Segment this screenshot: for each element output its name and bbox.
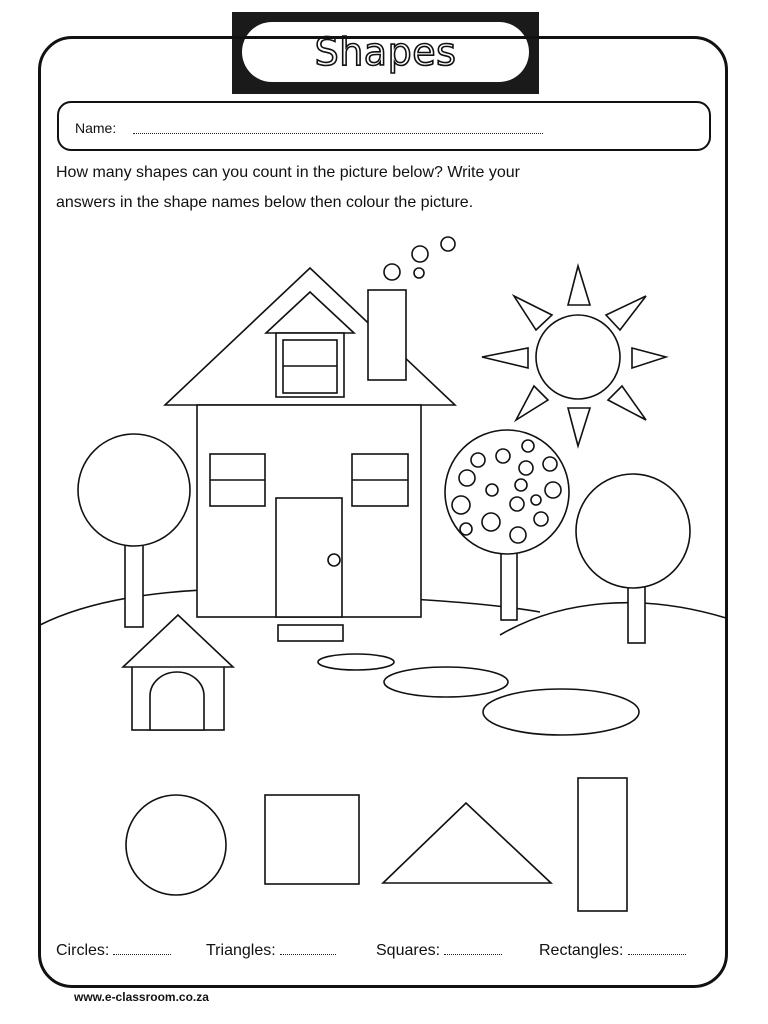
answer-rectangles xyxy=(539,942,686,960)
page-title: Shapes xyxy=(314,30,457,74)
sun xyxy=(482,266,666,446)
tree-left xyxy=(78,434,190,627)
smoke-circle xyxy=(441,237,455,251)
sun-ray xyxy=(606,296,646,330)
kennel-door xyxy=(150,672,204,730)
tree-top xyxy=(576,474,690,588)
stepping-stone xyxy=(384,667,508,697)
hill-right xyxy=(500,603,726,635)
answer-squares xyxy=(376,942,502,960)
stepping-stone xyxy=(483,689,639,735)
smoke-circle xyxy=(414,268,424,278)
footer-url: www.e-classroom.co.za xyxy=(74,990,209,1004)
stepping-stone xyxy=(318,654,394,670)
answer-circles xyxy=(56,942,171,960)
chimney xyxy=(368,290,406,380)
reference-square xyxy=(265,795,359,884)
sun-circle xyxy=(536,315,620,399)
sun-ray xyxy=(482,348,528,368)
tree-middle xyxy=(445,430,569,620)
answer-row xyxy=(56,942,716,970)
sun-ray xyxy=(514,296,552,330)
triangles-answer-field[interactable] xyxy=(280,942,336,955)
smoke-circle xyxy=(412,246,428,262)
squares-answer-field[interactable] xyxy=(444,942,502,955)
smoke-circle xyxy=(384,264,400,280)
sun-ray xyxy=(568,408,590,446)
squares-label: Squares: xyxy=(376,942,441,959)
doorstep xyxy=(278,625,343,641)
triangles-label: Triangles: xyxy=(206,942,276,959)
name-label: Name: xyxy=(75,120,117,136)
reference-triangle xyxy=(383,803,551,883)
reference-rectangle xyxy=(578,778,627,911)
rectangles-answer-field[interactable] xyxy=(628,942,686,955)
circles-answer-field[interactable] xyxy=(113,942,171,955)
dog-kennel xyxy=(123,615,233,730)
tree-trunk xyxy=(501,545,517,620)
circles-label: Circles: xyxy=(56,942,110,959)
sun-ray xyxy=(516,386,548,420)
tree-top xyxy=(78,434,190,546)
answer-triangles xyxy=(206,942,336,960)
tree-trunk xyxy=(125,537,143,627)
instructions-line-1: How many shapes can you count in the picture below? Write your xyxy=(56,164,520,181)
house xyxy=(165,268,455,641)
reference-circle xyxy=(126,795,226,895)
sun-ray xyxy=(568,266,590,305)
rectangles-label: Rectangles: xyxy=(539,942,624,959)
tree-right xyxy=(576,474,690,643)
sun-ray xyxy=(608,386,646,420)
sun-ray xyxy=(632,348,666,368)
door-knob xyxy=(328,554,340,566)
instructions-line-2: answers in the shape names below then colour the picture. xyxy=(56,194,474,211)
